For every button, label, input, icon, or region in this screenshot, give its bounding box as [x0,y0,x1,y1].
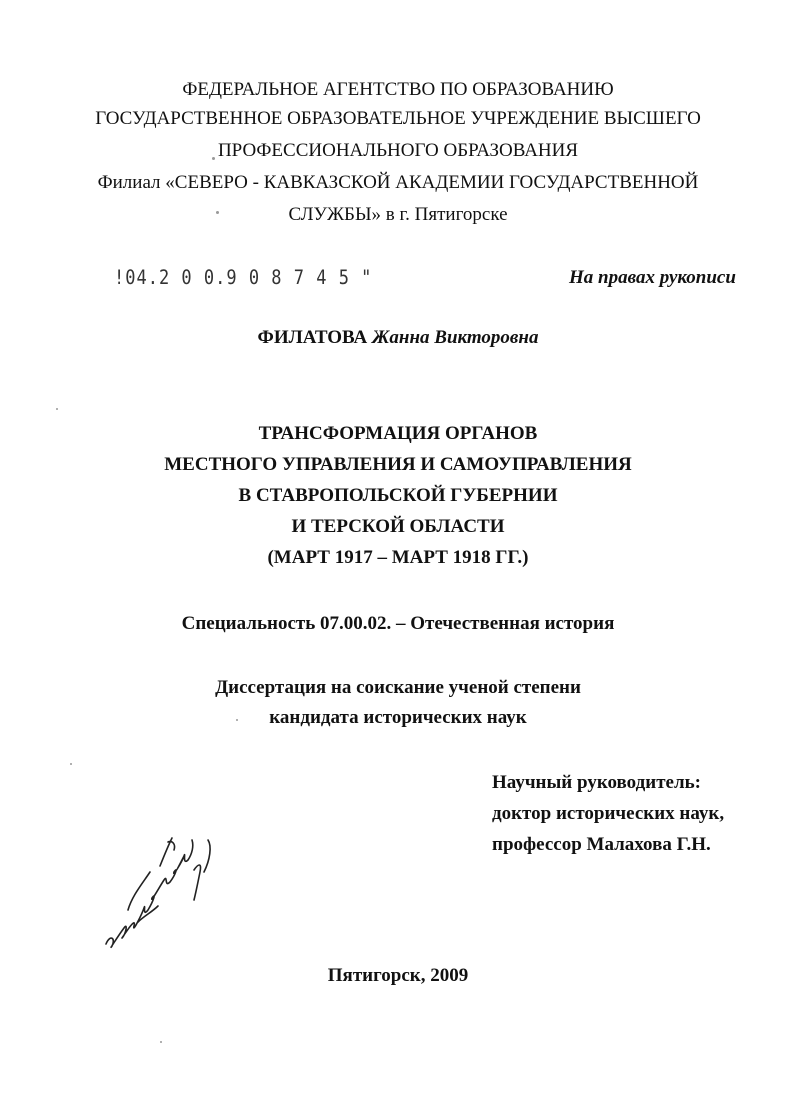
author-name [0,326,796,350]
scan-speck [236,719,238,721]
header-agency: ФЕДЕРАЛЬНОЕ АГЕНТСТВО ПО ОБРАЗОВАНИЮ [182,79,614,100]
title-line-5: (МАРТ 1917 – МАРТ 1918 ГГ.) [267,547,529,568]
header-education: ПРОФЕССИОНАЛЬНОГО ОБРАЗОВАНИЯ [217,140,579,161]
scan-speck [70,763,72,765]
scan-speck [212,157,215,160]
title-line-3: В СТАВРОПОЛЬСКОЙ ГУБЕРНИИ [238,485,558,506]
header-branch: Филиал «СЕВЕРО - КАВКАЗСКОЙ АКАДЕМИИ ГОСУДАРСТВЕННОЙ [97,172,699,193]
advisor-label: Научный руководитель: [492,772,701,793]
dissertation-line-1: Диссертация на соискание ученой степени [215,677,581,698]
title-line-4: И ТЕРСКОЙ ОБЛАСТИ [291,516,505,537]
author-surname: ФИЛАТОВА [257,327,368,348]
scan-speck [216,211,219,214]
specialty: Специальность 07.00.02. – Отечественная история [181,613,615,634]
signature-image [98,826,223,956]
scan-speck [56,408,58,410]
footer-city-year: Пятигорск, 2009 [327,965,469,986]
title-line-2: МЕСТНОГО УПРАВЛЕНИЯ И САМОУПРАВЛЕНИЯ [164,454,632,475]
title-line-1: ТРАНСФОРМАЦИЯ ОРГАНОВ [258,423,538,444]
manuscript-rights: На правах рукописи [569,267,736,288]
author-given-names: Жанна Викторовна [371,327,539,348]
scan-speck [160,1041,162,1043]
advisor-degree: доктор исторических наук, [492,803,725,824]
advisor-name: профессор Малахова Г.Н. [492,834,711,855]
header-institution: ГОСУДАРСТВЕННОЕ ОБРАЗОВАТЕЛЬНОЕ УЧРЕЖДЕНИЕ ВЫСШЕГО [95,108,701,129]
archive-stamp-number: !04.2 0 0.9 0 8 7 4 5 " [114,266,373,290]
dissertation-line-2: кандидата исторических наук [269,707,527,728]
header-city: СЛУЖБЫ» в г. Пятигорске [288,204,508,225]
